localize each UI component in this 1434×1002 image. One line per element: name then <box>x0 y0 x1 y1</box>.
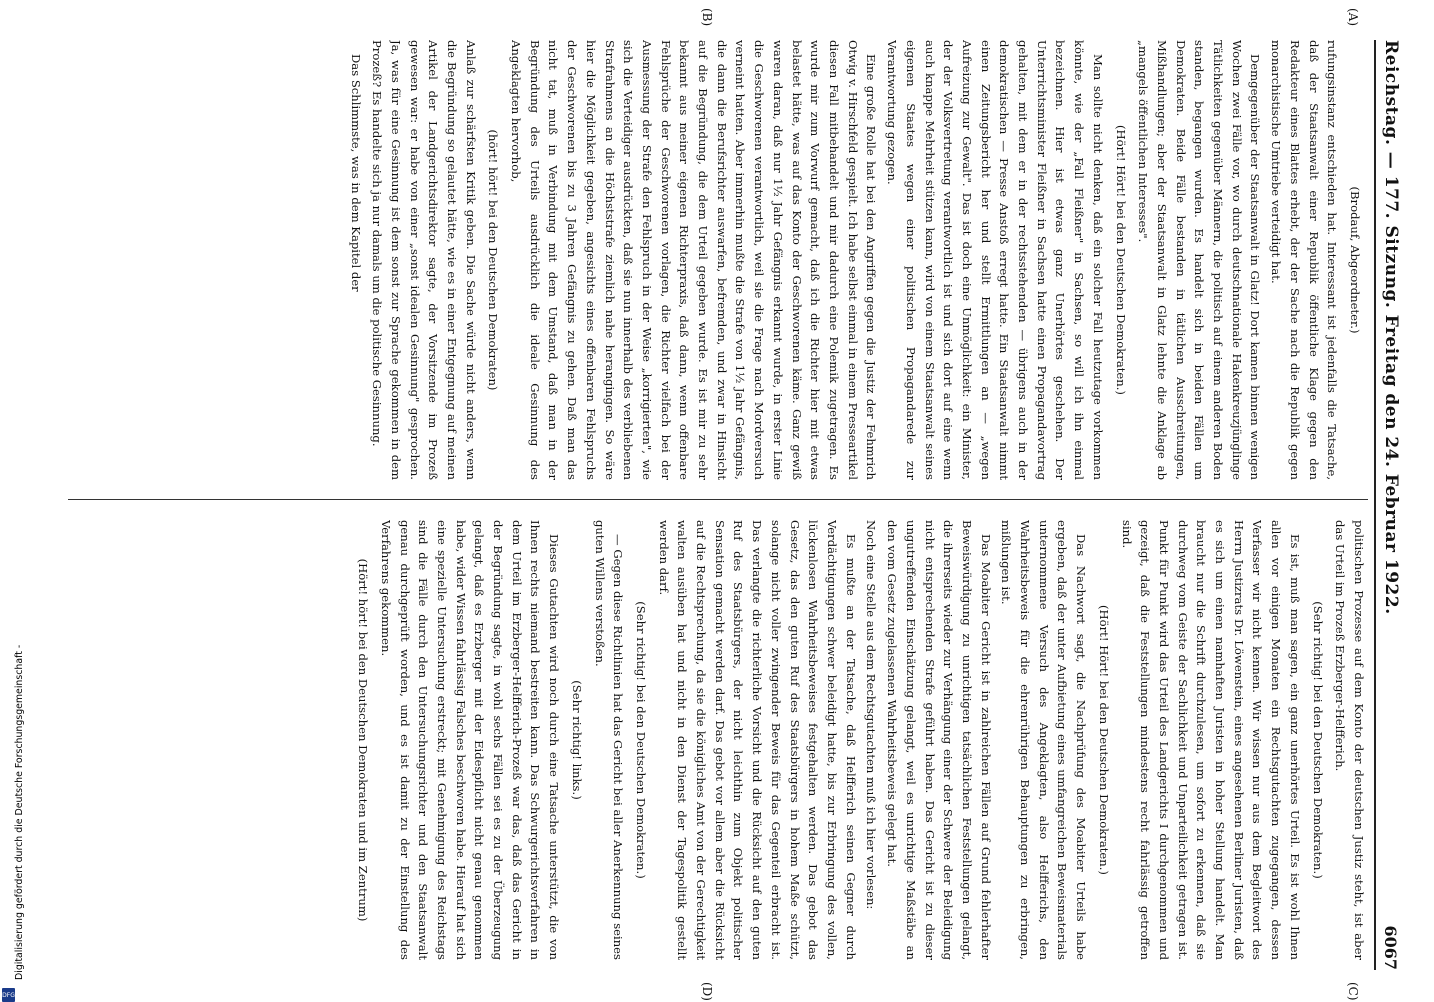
credit-text: Digitalisierung gefördert durch die Deutsche Forschungsgemeinschaft - <box>14 644 25 980</box>
interjection: (hört! hört! bei den Deutschen Demokraten) <box>486 129 501 391</box>
paragraph: Demgegenüber der Staatsanwalt in Glatz! Dort kamen binnen wenigen Wochen zwei Fälle vor, wo durch deutschnationale Hakenkreuzjünglinge Tätlichkeiten gegenüber Männern, die politisch auf einem anderen Boden standen, begangen wurden. Es handelt sich in beiden Fällen um Demokraten. Beide Fälle bestanden in tätlichen Ausschreitungen, Mißhandlungen; aber der Staatsanwalt in Glatz lehnte die Anklage ab „mangels öffentlichen Interesses". <box>1136 40 1263 480</box>
right-column <box>68 520 1368 960</box>
dfg-logo-icon: DFG <box>2 988 15 1002</box>
paragraph: Das Moabiter Gericht ist in zahlreichen Fällen auf Grund fehlerhafter Beweiswürdigung zu unrichtigen tatsächlichen Feststellungen gelangt, die ihrerseits wieder zur Verhängung einer der Schwere der Beleidigung nicht entsprechenden Strafe geführt haben. Das Gericht ist zu dieser ungutreffenden Einschätzung gelangt, weil es unrichtige Maßstäbe an den vom Gesetz zugelassenen Wahrheitsbeweis gelegt hat. <box>885 520 993 960</box>
margin-mark-a: (A) <box>1346 8 1360 27</box>
speaker-attribution: (Brodauf, Abgeordneter.) <box>1348 186 1362 334</box>
margin-mark-b: (B) <box>700 8 714 27</box>
page-number: 6067 <box>1381 925 1401 970</box>
paragraph: Das Schlimmste, was in dem Kapitel der <box>349 54 364 292</box>
paragraph: Dieses Gutachten wird noch durch eine Tatsache unterstützt, die von Ihnen rechts niemand bestreiten kann. Das Schwurgerichtsverfahren in dem Urteil im Erzberger-Helfferich-Prozeß war das, daß das Gericht in der Begründung sagte, in wohl sechs Fällen sei es zu der Überzeugung gelangt, daß es Erzberger mit der Eidespflicht nicht genau genommen habe, wider Wissen fahrlässig Falsches beschworen habe. Hierauf hat sich eine spezielle Untersuchung erstreckt; mit Genehmigung des Reichstags sind die Fälle durch den Untersuchungsrichter und den Staatsanwalt genau durchgeprüft worden, und es ist damit zu der Einstellung des Verfahrens gekommen. <box>378 520 562 960</box>
interjection: (Hört! hört! bei den Deutschen Demokraten und im Zentrum) <box>356 558 371 922</box>
quotation: Es mußte an der Tatsache, daß Helfferich seinen Gegner durch Verdächtigungen schwer beleidigt hatte, bis zur Erbringung des vollen, lückenlosen Wahrheitsbeweises festgehalten werden. Das gebot das Gesetz, das den guten Ruf des Staatsbürgers in hohem Maße schützt, solange nicht voller zwingender Beweis für das Gegenteil erbracht ist. Das verlangte die richterliche Vorsicht und die Rücksicht auf den guten Ruf des Staatsbürgers, der nicht leichthin zum Objekt politischer Sensation gemacht werden darf. Das gebot vor allem aber die Rücksicht auf die Rechtsprechung, da sie die königliches Amt von der Gerechtigkeit walten ausüben hat und nicht in den Dienst der Tagespolitik gestellt werden darf. <box>656 520 858 960</box>
paragraph: Eine große Rolle hat bei den Angriffen gegen die Justiz der Fehmrich Otwig v. Hirschfeld gespielt. Ich habe selbst einmal in einem Presseartikel diesen Fall mitbehandelt und mir dadurch eine Polemik zugetragen. Es wurde mir zum Vorwurf gemacht, daß ich die Richter hier mit etwas belastet hätte, was auf das Konto der Geschworenen käme. Ganz gewiß waren daran, daß nur 1½ Jahr Gefängnis erkannt wurde, in erster Linie die Geschworenen verantwortlich, weil sie die Frage nach Mordversuch verneint hatten. Aber immerhin mußte die Strafe von 1½ Jahr Gefängnis, die dann die Berufsrichter auswarfen, befremden, und zwar in Hinsicht auf die Begründung, die dem Urteil gegeben wurde. Es ist mir zu sehr bekannt aus meiner eigenen Richterpraxis, daß dann, wenn offenbare Fehlsprüche der Geschworenen vorlagen, die Richter vielfach bei der Ausmessung der Strafe den Fehlspruch in der Weise „korrigierten", wie sich die Verteidiger ausdrückten, daß sie nun innerhalb des verbliebenen Strafrahmens an die Höchststrafe ziemlich nahe herangingen. So wäre hier die Möglichkeit gegeben, angesichts eines offenbaren Fehlspruchs der Geschworenen bis zu 3 Jahren Gefängnis zu gehen. Daß man das nicht tat, muß in Verbindung mit dem Umstand, daß man in der Begründung des Urteils ausdrücklich die ideale Gesinnung des Angeklagten hervorhob, <box>509 40 879 480</box>
paragraph: politischen Prozesse auf dem Konto der deutschen Justiz steht, ist aber das Urteil im Prozeß Erzberger-Helfferich. <box>1333 520 1366 960</box>
interjection: (Hört! Hört! bei den Deutschen Demokraten.) <box>1113 125 1128 395</box>
paragraph: Das Nachwort sagt, die Nachprüfung des Moabiter Urteils habe ergeben, daß der unter Aufbietung eines umfangreichen Beweismaterials unternommene Versuch des Angeklagten, also Helfferichs, den Wahrheitsbeweis für die ehrenrührigen Behauptungen zu erbringen, mißlungen ist. <box>999 520 1089 960</box>
margin-mark-c: (C) <box>1346 982 1360 1001</box>
column-divider <box>68 499 1368 500</box>
paragraph: rufungsinstanz entschieden hat. Interessant ist jedenfalls die Tatsache, daß der Staatsanwalt einer Republik öffentliche Klage gegen den Redakteur eines Blattes erhebt, der der Sache nach die Republik gegen monarchistische Umtriebe verteidigt hat. <box>1269 40 1340 480</box>
page-header <box>1374 40 1406 970</box>
interjection: (Sehr richtig! links.) <box>569 680 584 800</box>
paragraph: Noch eine Stelle aus dem Rechtsgutachten muß ich hier vorlesen: <box>864 520 879 910</box>
header-title: Reichstag. — 177. Sitzung. Freitag den 24. Februar 1922. <box>1381 40 1401 615</box>
interjection: (Sehr richtig! bei den Deutschen Demokraten.) <box>633 601 648 879</box>
interjection: (Hört! Hört! bei den Deutschen Demokraten.) <box>1096 605 1111 875</box>
rotated-scan <box>20 0 1434 1000</box>
left-column <box>68 40 1368 480</box>
interjection: (Sehr richtig! bei den Deutschen Demokraten.) <box>1310 601 1325 879</box>
paragraph: Man sollte nicht denken, daß ein solcher Fall heutzutage vorkommen könnte, wie der „Fall Fleißner" in Sachsen, so will ich ihn einmal bezeichnen. Hier ist etwas ganz Unerhörtes geschehen. Der Unterrichtsminister Fleißner in Sachsen hatte einen Propagandavortrag gehalten, mit dem er in der rechtsstehenden — übrigens auch in der demokratischen — Presse Anstoß erregt hatte. Ein Staatsanwalt nimmt einen Zeitungsbericht her und stellt Ermittlungen an — „wegen Aufreizung zur Gewalt". Das ist doch eine Unmöglichkeit: ein Minister, der der Volksvertretung verantwortlich ist und sich dort auf eine wenn auch knappe Mehrheit stützen kann, wird von einem Staatsanwalt seines eigenen Staates wegen einer politischen Propagandarede zur Verantwortung gezogen. <box>885 40 1105 480</box>
digitization-credit <box>0 600 25 999</box>
paragraph: Es ist, muß man sagen, ein ganz unerhörtes Urteil. Es ist wohl Ihnen allen vor einigen Monaten ein Rechtsgutachten zugegangen, dessen Verfasser wir nicht kennen. Wir wissen nur aus dem Begleitwort des Herrn Justizrats Dr. Löwenstein, eines angesehenen Berliner Juristen, daß es sich um einen namhaften Juristen in hoher Stellung handelt. Man braucht nur die Schrift durchzulesen, um sofort zu erkennen, daß sie durchweg vom Geiste der Sachlichkeit und Unparteilichkeit getragen ist. Punkt für Punkt wird das Urteil des Landgerichts I durchgenommen und gezeigt, daß die Feststellungen mindestens recht fahrlässig getroffen sind. <box>1119 520 1302 960</box>
margin-mark-d: (D) <box>700 982 714 1001</box>
paragraph: Anlaß zur schärfsten Kritik geben. Die Sache würde nicht anders, wenn die Begründung so gelautet hätte, wie es in einer Entgegnung auf meinen Artikel der Landgerichtsdirektor sagte, der Vorsitzende im Prozeß gewesen war: er habe von einer „sonst idealen Gesinnung" gesprochen. Ja, was für eine Gesinnung ist dem sonst zur Sprache gekommen in dem Prozeß? Es handelte sich ja nur damals um die politische Gesinnung. <box>370 40 478 480</box>
paragraph: — Gegen diese Richtlinien hat das Gericht bei aller Anerkennung seines guten Willens verstoßen. <box>592 520 626 960</box>
